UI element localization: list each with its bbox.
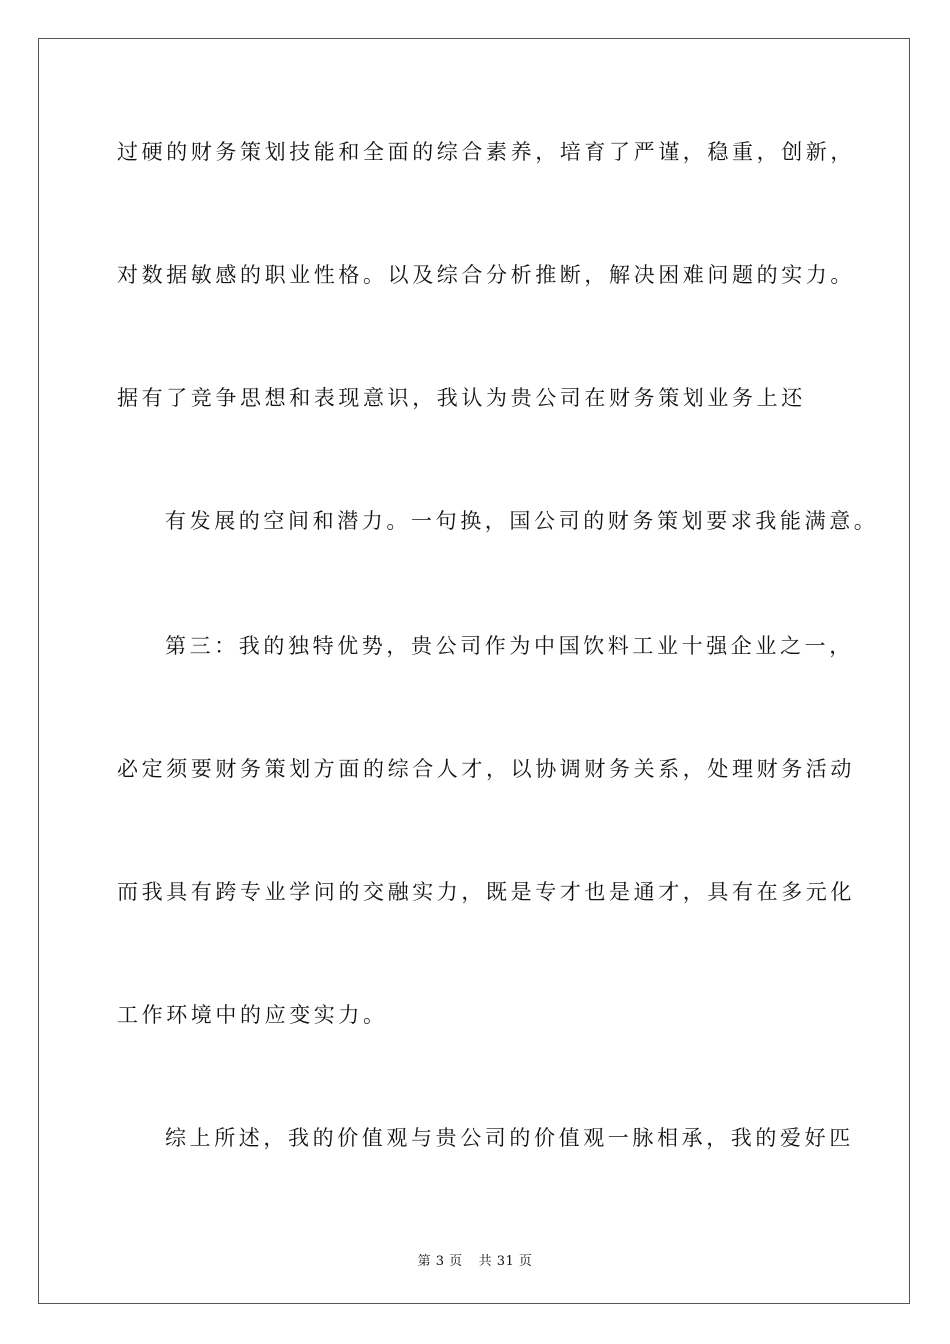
text-line-7: 而我具有跨专业学问的交融实力，既是专才也是通才，具有在多元化 — [117, 880, 855, 904]
text-line-4: 有发展的空间和潜力。一句换，国公司的财务策划要求我能满意。 — [165, 509, 879, 533]
text-line-2: 对数据敏感的职业性格。以及综合分析推断，解决困难问题的实力。 — [117, 263, 855, 287]
page-border — [38, 38, 910, 1304]
text-line-5: 第三：我的独特优势，贵公司作为中国饮料工业十强企业之一， — [165, 634, 854, 658]
text-line-1: 过硬的财务策划技能和全面的综合素养，培育了严谨，稳重，创新， — [117, 140, 855, 164]
text-line-9: 综上所述，我的价值观与贵公司的价值观一脉相承，我的爱好匹 — [165, 1126, 854, 1150]
page-total: 共 31 页 — [478, 1254, 533, 1269]
page-footer — [0, 1250, 950, 1269]
text-line-8: 工作环境中的应变实力。 — [117, 1003, 388, 1027]
text-line-3: 据有了竞争思想和表现意识，我认为贵公司在财务策划业务上还 — [117, 386, 806, 410]
page-number: 第 3 页 — [417, 1254, 463, 1269]
text-line-6: 必定须要财务策划方面的综合人才，以协调财务关系，处理财务活动 — [117, 757, 855, 781]
